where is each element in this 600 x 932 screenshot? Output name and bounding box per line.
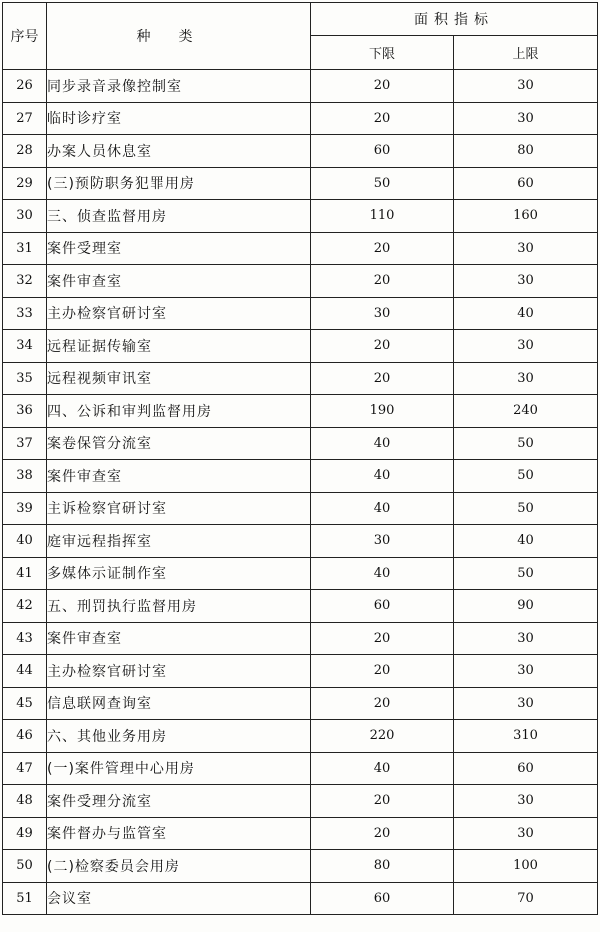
row-seq-cell: 29 (3, 167, 47, 200)
row-upper-cell: 30 (454, 362, 598, 395)
row-lower-cell: 80 (311, 850, 454, 883)
row-name-cell: (三)预防职务犯罪用房 (47, 167, 311, 200)
row-lower-cell: 60 (311, 590, 454, 623)
row-lower-cell: 30 (311, 525, 454, 558)
row-upper-cell: 30 (454, 232, 598, 265)
row-lower-cell: 20 (311, 655, 454, 688)
row-upper-cell: 30 (454, 687, 598, 720)
row-name-cell: 案件审查室 (47, 265, 311, 298)
row-upper-cell: 90 (454, 590, 598, 623)
row-name-cell: 案件审查室 (47, 622, 311, 655)
area-standard-table (2, 2, 598, 915)
row-seq-cell: 35 (3, 362, 47, 395)
table-row (3, 525, 598, 558)
row-name-cell: 远程视频审讯室 (47, 362, 311, 395)
table-row (3, 882, 598, 915)
row-upper-cell: 310 (454, 720, 598, 753)
column-header-name: 种类 (47, 3, 311, 70)
row-upper-cell: 60 (454, 752, 598, 785)
table-body (3, 70, 598, 915)
row-upper-cell: 160 (454, 200, 598, 233)
row-upper-cell: 40 (454, 297, 598, 330)
table-row (3, 687, 598, 720)
row-seq-cell: 50 (3, 850, 47, 883)
row-lower-cell: 40 (311, 492, 454, 525)
table-row (3, 720, 598, 753)
row-seq-cell: 33 (3, 297, 47, 330)
row-seq-cell: 41 (3, 557, 47, 590)
row-name-cell: 六、其他业务用房 (47, 720, 311, 753)
row-name-cell: 案件受理分流室 (47, 785, 311, 818)
table-row (3, 590, 598, 623)
row-lower-cell: 110 (311, 200, 454, 233)
row-name-cell: 信息联网查询室 (47, 687, 311, 720)
table-row (3, 655, 598, 688)
row-upper-cell: 30 (454, 330, 598, 363)
row-upper-cell: 40 (454, 525, 598, 558)
row-lower-cell: 40 (311, 557, 454, 590)
table-row (3, 395, 598, 428)
table-row (3, 427, 598, 460)
table-row (3, 200, 598, 233)
row-upper-cell: 30 (454, 70, 598, 103)
row-name-cell: 会议室 (47, 882, 311, 915)
row-lower-cell: 40 (311, 752, 454, 785)
table-row (3, 752, 598, 785)
row-upper-cell: 60 (454, 167, 598, 200)
row-seq-cell: 27 (3, 102, 47, 135)
row-name-cell: 案件受理室 (47, 232, 311, 265)
column-header-area: 面积指标 (311, 3, 598, 36)
row-name-cell: 三、侦查监督用房 (47, 200, 311, 233)
row-lower-cell: 220 (311, 720, 454, 753)
row-name-cell: 远程证据传输室 (47, 330, 311, 363)
table-row (3, 817, 598, 850)
row-upper-cell: 30 (454, 622, 598, 655)
row-lower-cell: 60 (311, 882, 454, 915)
table-row (3, 330, 598, 363)
row-upper-cell: 50 (454, 427, 598, 460)
row-seq-cell: 38 (3, 460, 47, 493)
row-upper-cell: 100 (454, 850, 598, 883)
column-header-upper: 上限 (454, 36, 598, 70)
row-lower-cell: 40 (311, 427, 454, 460)
row-name-cell: 案卷保管分流室 (47, 427, 311, 460)
row-seq-cell: 28 (3, 135, 47, 168)
row-name-cell: 案件督办与监管室 (47, 817, 311, 850)
table-row (3, 297, 598, 330)
table-row (3, 622, 598, 655)
row-lower-cell: 20 (311, 785, 454, 818)
table-row (3, 167, 598, 200)
table-row (3, 232, 598, 265)
table-row (3, 460, 598, 493)
row-upper-cell: 30 (454, 785, 598, 818)
row-seq-cell: 44 (3, 655, 47, 688)
row-name-cell: 案件审查室 (47, 460, 311, 493)
row-lower-cell: 20 (311, 622, 454, 655)
row-lower-cell: 190 (311, 395, 454, 428)
row-name-cell: 四、公诉和审判监督用房 (47, 395, 311, 428)
row-lower-cell: 20 (311, 265, 454, 298)
row-upper-cell: 240 (454, 395, 598, 428)
row-seq-cell: 32 (3, 265, 47, 298)
row-name-cell: 多媒体示证制作室 (47, 557, 311, 590)
row-seq-cell: 40 (3, 525, 47, 558)
row-upper-cell: 30 (454, 265, 598, 298)
row-name-cell: (二)检察委员会用房 (47, 850, 311, 883)
table-row (3, 492, 598, 525)
table-row (3, 850, 598, 883)
row-seq-cell: 47 (3, 752, 47, 785)
row-seq-cell: 39 (3, 492, 47, 525)
row-upper-cell: 30 (454, 817, 598, 850)
table-row (3, 70, 598, 103)
row-lower-cell: 20 (311, 70, 454, 103)
row-upper-cell: 30 (454, 102, 598, 135)
table-row (3, 102, 598, 135)
column-header-seq: 序号 (3, 3, 47, 70)
row-name-cell: 庭审远程指挥室 (47, 525, 311, 558)
row-upper-cell: 50 (454, 460, 598, 493)
row-seq-cell: 43 (3, 622, 47, 655)
row-seq-cell: 26 (3, 70, 47, 103)
row-seq-cell: 51 (3, 882, 47, 915)
row-lower-cell: 60 (311, 135, 454, 168)
row-seq-cell: 45 (3, 687, 47, 720)
row-seq-cell: 30 (3, 200, 47, 233)
row-seq-cell: 36 (3, 395, 47, 428)
row-lower-cell: 20 (311, 102, 454, 135)
row-lower-cell: 40 (311, 460, 454, 493)
table-row (3, 362, 598, 395)
row-name-cell: (一)案件管理中心用房 (47, 752, 311, 785)
row-upper-cell: 50 (454, 557, 598, 590)
row-name-cell: 五、刑罚执行监督用房 (47, 590, 311, 623)
row-lower-cell: 20 (311, 330, 454, 363)
row-lower-cell: 30 (311, 297, 454, 330)
row-seq-cell: 48 (3, 785, 47, 818)
column-header-lower: 下限 (311, 36, 454, 70)
row-upper-cell: 80 (454, 135, 598, 168)
row-seq-cell: 46 (3, 720, 47, 753)
row-lower-cell: 20 (311, 232, 454, 265)
row-lower-cell: 20 (311, 362, 454, 395)
row-lower-cell: 20 (311, 687, 454, 720)
table-row (3, 557, 598, 590)
row-seq-cell: 31 (3, 232, 47, 265)
row-name-cell: 同步录音录像控制室 (47, 70, 311, 103)
row-seq-cell: 37 (3, 427, 47, 460)
row-lower-cell: 50 (311, 167, 454, 200)
row-upper-cell: 30 (454, 655, 598, 688)
table-row (3, 135, 598, 168)
row-seq-cell: 34 (3, 330, 47, 363)
row-seq-cell: 42 (3, 590, 47, 623)
row-name-cell: 主办检察官研讨室 (47, 655, 311, 688)
row-lower-cell: 20 (311, 817, 454, 850)
table-row (3, 785, 598, 818)
row-seq-cell: 49 (3, 817, 47, 850)
table-header (3, 3, 598, 70)
row-upper-cell: 50 (454, 492, 598, 525)
row-name-cell: 主诉检察官研讨室 (47, 492, 311, 525)
row-name-cell: 临时诊疗室 (47, 102, 311, 135)
row-name-cell: 主办检察官研讨室 (47, 297, 311, 330)
table-row (3, 265, 598, 298)
row-upper-cell: 70 (454, 882, 598, 915)
row-name-cell: 办案人员休息室 (47, 135, 311, 168)
